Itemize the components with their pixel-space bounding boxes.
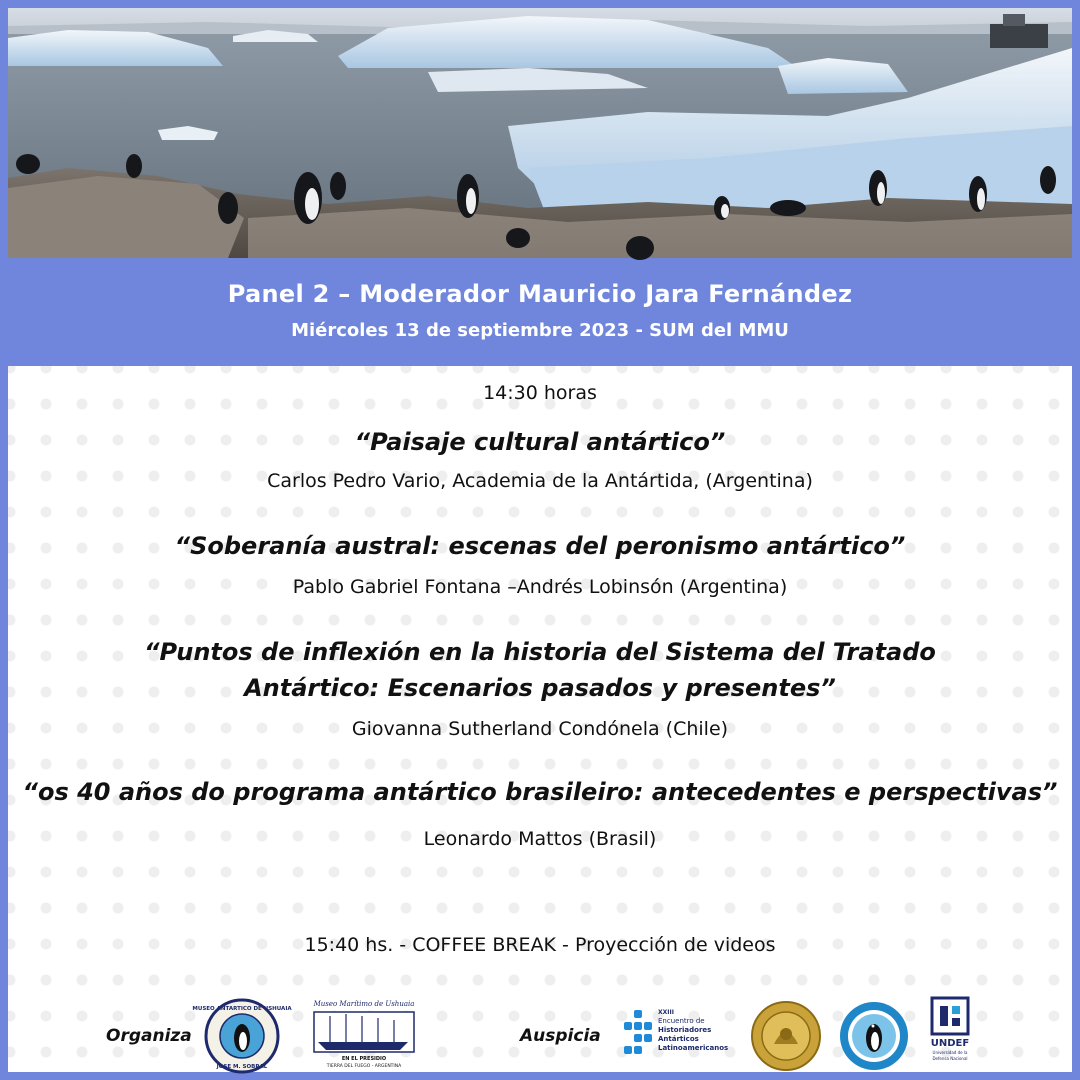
panel-date: Miércoles 13 de septiembre 2023 - SUM del MMU <box>291 320 789 341</box>
talk-3-speaker: Giovanna Sutherland Condónela (Chile) <box>351 718 729 740</box>
museo-maritimo-script: Museo Marítimo de Ushuaia <box>313 1000 415 1008</box>
organiza-label: Organiza <box>106 1026 192 1046</box>
talk-3-title-line1: “Puntos de inflexión en la historia del Sistema del Tratado <box>144 638 936 666</box>
museo-maritimo-line2: TIERRA DEL FUEGO - ARGENTINA <box>326 1064 402 1069</box>
coffee-break: 15:40 hs. - COFFEE BREAK - Proyección de videos <box>304 934 776 956</box>
museo-maritimo-line1: EN EL PRESIDIO <box>341 1056 387 1062</box>
encuentro-line1: XXIII <box>658 1009 674 1016</box>
museo-antartico-logo <box>192 998 292 1074</box>
sponsors-footer <box>8 992 1072 1072</box>
panel-title: Panel 2 – Moderador Mauricio Jara Fernández <box>227 280 853 308</box>
talk-4-speaker: Leonardo Mattos (Brasil) <box>423 828 657 850</box>
talk-1-speaker: Carlos Pedro Vario, Academia de la Antártida, (Argentina) <box>267 470 813 492</box>
undef-sub1: Universidad de la <box>932 1050 968 1055</box>
encuentro-historiadores-logo <box>620 1008 736 1064</box>
program-content <box>8 366 1072 1072</box>
undef-sub2: Defensa Nacional <box>932 1056 968 1061</box>
talk-2-title: “Soberanía austral: escenas del peronismo antártico” <box>174 532 906 560</box>
start-time: 14:30 horas <box>483 382 597 404</box>
undef-name: UNDEF <box>930 1038 970 1049</box>
encuentro-line2: Encuentro de <box>658 1017 705 1025</box>
landscape-illustration <box>8 8 1072 258</box>
undef-logo <box>926 996 974 1072</box>
encuentro-line5: Latinoamericanos <box>658 1044 729 1052</box>
encuentro-line3: Historiadores <box>658 1026 712 1034</box>
talk-1-title: “Paisaje cultural antártico” <box>354 428 726 456</box>
museo-maritimo-logo <box>308 998 420 1070</box>
encuentro-line4: Antárticos <box>658 1035 699 1043</box>
gold-seal-logo <box>750 1000 822 1072</box>
talk-3-title-line2: Antártico: Escenarios pasados y presentes” <box>244 674 836 702</box>
museo-antartico-bottom-text: JOSE M. SOBRAL <box>216 1064 268 1070</box>
museo-antartico-ring-text: MUSEO ANTARTICO DE USHUAIA <box>192 1006 292 1012</box>
talk-2-speaker: Pablo Gabriel Fontana –Andrés Lobinsón (Argentina) <box>292 576 788 598</box>
auspicia-label: Auspicia <box>520 1026 601 1046</box>
penguin-emblem-logo <box>838 1000 910 1072</box>
panel-header <box>0 258 1080 366</box>
talk-4-title: “os 40 años do programa antártico brasileiro: antecedentes e perspectivas” <box>22 778 1058 806</box>
antarctic-landscape-photo <box>8 8 1072 258</box>
